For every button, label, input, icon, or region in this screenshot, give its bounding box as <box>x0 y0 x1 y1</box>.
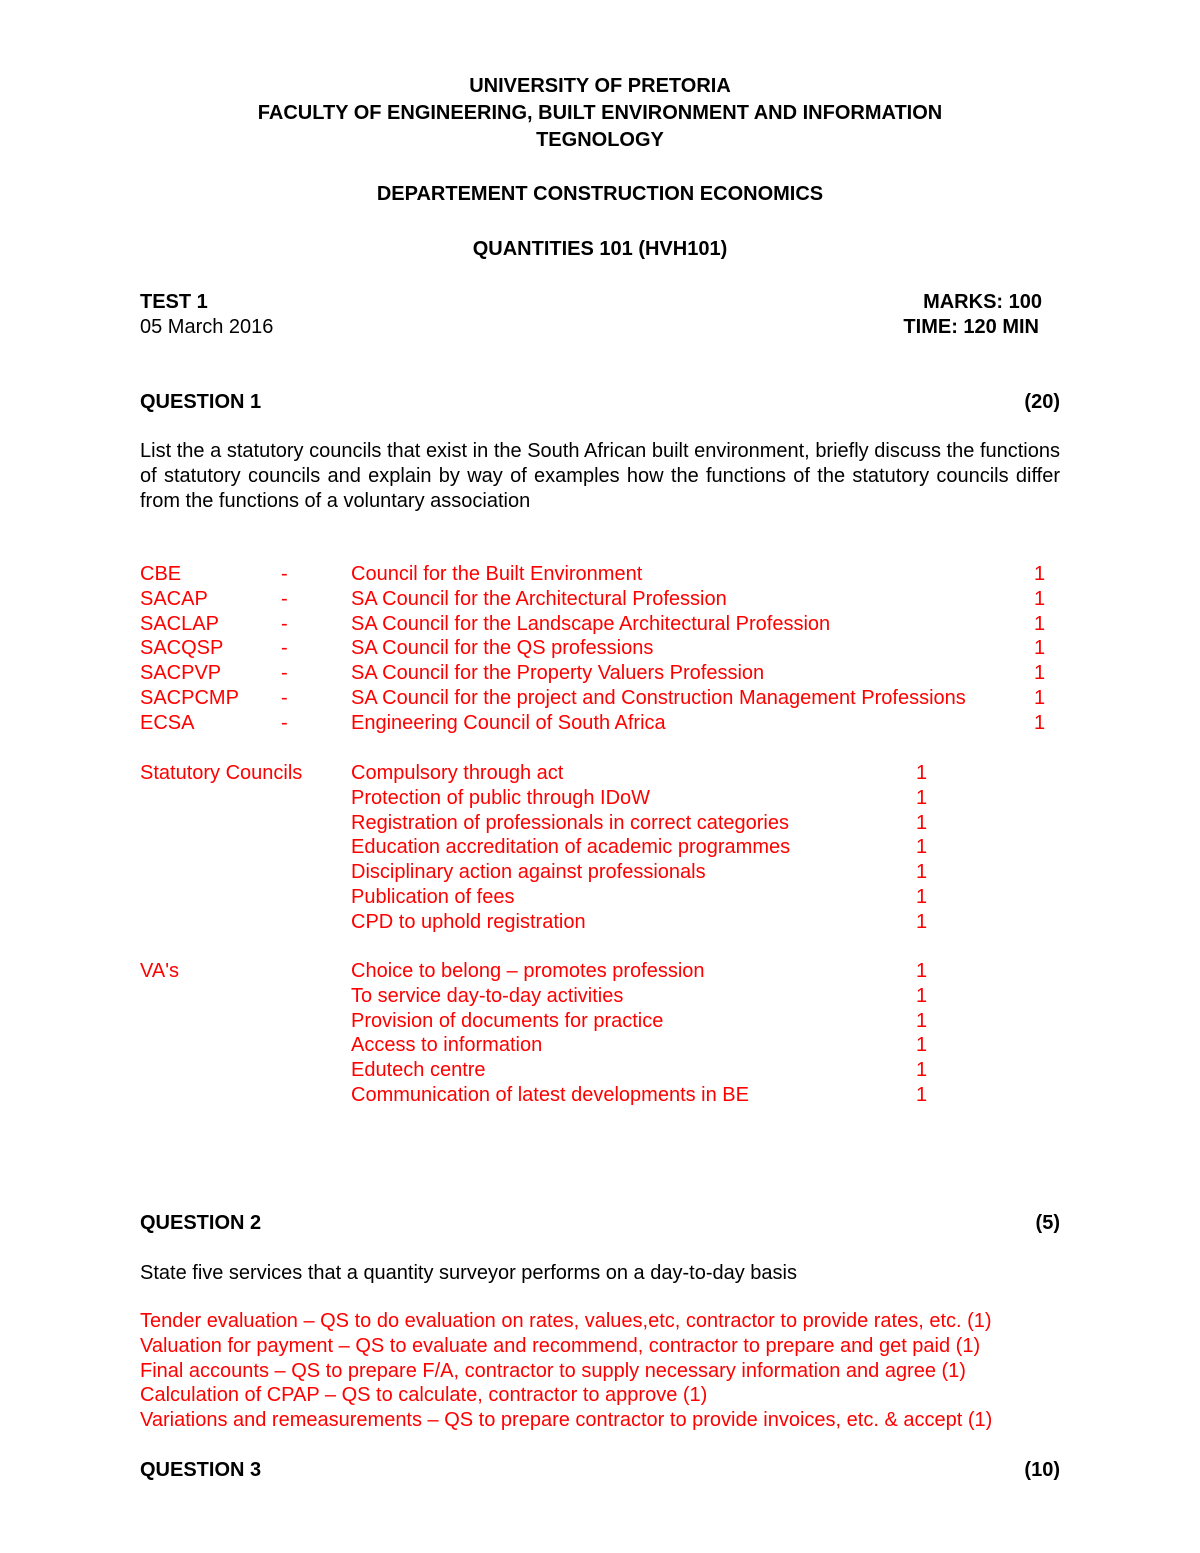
va-function-text: Provision of documents for practice <box>351 1009 664 1032</box>
statutory-function-text: Protection of public through IDoW <box>351 786 651 809</box>
statutory-function-mark: 1 <box>916 886 928 908</box>
statutory-function-text: CPD to uphold registration <box>351 910 586 933</box>
council-name: SA Council for the Property Valuers Profession <box>351 662 765 685</box>
statutory-function-mark: 1 <box>916 861 928 884</box>
statutory-function-mark: 1 <box>916 811 928 834</box>
question2-answer-text: Tender evaluation – QS to do evaluation on rates, values,etc, contractor to provide rates, etc. (1) <box>140 1310 992 1332</box>
question2-answer-text: Calculation of CPAP – QS to calculate, contractor to approve (1) <box>140 1384 708 1407</box>
question1-title: QUESTION 1 <box>140 391 262 413</box>
council-abbreviation: SACLAP <box>140 612 219 635</box>
statutory-function-row <box>0 835 1200 860</box>
council-dash: - <box>281 662 288 685</box>
va-function-mark: 1 <box>916 1034 928 1057</box>
council-row <box>0 711 1200 736</box>
question2-answer-text: Valuation for payment – QS to evaluate and recommend, contractor to prepare and get paid (1) <box>140 1334 981 1357</box>
council-dash: - <box>281 563 288 585</box>
va-function-text: To service day-to-day activities <box>351 984 624 1007</box>
va-function-text: Choice to belong – promotes profession <box>351 960 705 982</box>
council-abbreviation: SACAP <box>140 587 208 610</box>
va-function-row <box>0 1009 1200 1034</box>
va-function-mark: 1 <box>916 1084 928 1106</box>
council-mark: 1 <box>1034 687 1046 709</box>
council-name: SA Council for the Architectural Profession <box>351 587 727 610</box>
council-mark: 1 <box>1034 637 1046 660</box>
question2-answer <box>0 1309 1200 1334</box>
council-name: Engineering Council of South Africa <box>351 711 666 734</box>
statutory-function-row <box>0 885 1200 910</box>
statutory-function-row <box>0 786 1200 811</box>
statutory-function-row <box>0 761 1200 786</box>
statutory-function-text: Disciplinary action against professionals <box>351 861 706 884</box>
council-abbreviation: SACPVP <box>140 662 222 685</box>
question2-title: QUESTION 2 <box>140 1212 262 1234</box>
va-function-row <box>0 1083 1200 1108</box>
va-function-mark: 1 <box>916 960 928 982</box>
va-label: VA's <box>140 960 180 982</box>
test-marks: MARKS: 100 <box>923 291 1042 313</box>
question2-answer <box>0 1334 1200 1359</box>
council-dash: - <box>281 637 288 660</box>
statutory-function-mark: 1 <box>916 786 928 809</box>
question2-marks: (5) <box>1035 1212 1060 1234</box>
council-abbreviation: ECSA <box>140 711 195 734</box>
council-row <box>0 612 1200 637</box>
department-title: DEPARTEMENT CONSTRUCTION ECONOMICS <box>376 183 824 205</box>
statutory-function-row <box>0 860 1200 885</box>
council-dash: - <box>281 587 288 610</box>
faculty-title-line2: TEGNOLOGY <box>536 129 664 151</box>
council-row <box>0 661 1200 686</box>
question2-text: State five services that a quantity surveyor performs on a day-to-day basis <box>140 1262 797 1284</box>
va-function-row <box>0 1033 1200 1058</box>
council-name: Council for the Built Environment <box>351 563 643 585</box>
statutory-function-text: Compulsory through act <box>351 762 564 784</box>
va-function-mark: 1 <box>916 1009 928 1032</box>
va-function-row <box>0 959 1200 984</box>
statutory-function-text: Publication of fees <box>351 886 515 908</box>
question1-text: List the a statutory councils that exist in the South African built environment, briefly discuss the functions of statutory councils and explain by way of examples how the functions of the statutory councils differ from the functions of a voluntary association <box>140 440 1060 512</box>
council-row <box>0 587 1200 612</box>
council-name: SA Council for the Landscape Architectural Profession <box>351 612 831 635</box>
va-function-text: Communication of latest developments in BE <box>351 1084 749 1106</box>
va-function-row <box>0 1058 1200 1083</box>
council-row <box>0 686 1200 711</box>
va-function-text: Edutech centre <box>351 1059 486 1082</box>
council-dash: - <box>281 687 288 709</box>
question1-marks: (20) <box>1024 391 1060 413</box>
council-abbreviation: SACQSP <box>140 637 224 660</box>
question3-marks: (10) <box>1024 1459 1060 1481</box>
test-date: 05 March 2016 <box>140 316 274 338</box>
council-name: SA Council for the project and Construction Management Professions <box>351 687 966 709</box>
council-row <box>0 636 1200 661</box>
council-dash: - <box>281 612 288 635</box>
question3-title: QUESTION 3 <box>140 1459 262 1481</box>
test-number: TEST 1 <box>140 291 208 313</box>
va-function-text: Access to information <box>351 1034 543 1057</box>
council-mark: 1 <box>1034 711 1046 734</box>
statutory-function-row <box>0 910 1200 935</box>
test-time: TIME: 120 MIN <box>903 316 1039 338</box>
question2-answer-text: Final accounts – QS to prepare F/A, contractor to supply necessary information and agree (1) <box>140 1359 966 1382</box>
council-mark: 1 <box>1034 612 1046 635</box>
council-mark: 1 <box>1034 563 1046 585</box>
question2-answer-text: Variations and remeasurements – QS to prepare contractor to provide invoices, etc. & accept (1) <box>140 1409 993 1432</box>
statutory-function-row <box>0 811 1200 836</box>
question2-answer <box>0 1383 1200 1408</box>
statutory-function-mark: 1 <box>916 836 928 859</box>
question2-answer <box>0 1359 1200 1384</box>
statutory-function-mark: 1 <box>916 910 928 933</box>
statutory-councils-label: Statutory Councils <box>140 762 303 784</box>
statutory-function-text: Registration of professionals in correct categories <box>351 811 789 834</box>
course-title: QUANTITIES 101 (HVH101) <box>472 238 728 260</box>
council-name: SA Council for the QS professions <box>351 637 654 660</box>
council-mark: 1 <box>1034 587 1046 610</box>
council-abbreviation: SACPCMP <box>140 687 239 709</box>
question2-answer <box>0 1408 1200 1433</box>
va-function-mark: 1 <box>916 1059 928 1082</box>
statutory-function-mark: 1 <box>916 762 928 784</box>
university-title: UNIVERSITY OF PRETORIA <box>469 75 731 97</box>
council-row <box>0 562 1200 587</box>
statutory-function-text: Education accreditation of academic programmes <box>351 836 791 859</box>
va-function-mark: 1 <box>916 984 928 1007</box>
council-mark: 1 <box>1034 662 1046 685</box>
council-dash: - <box>281 711 288 734</box>
council-abbreviation: CBE <box>140 563 182 585</box>
va-function-row <box>0 984 1200 1009</box>
faculty-title-line1: FACULTY OF ENGINEERING, BUILT ENVIRONMENT AND INFORMATION <box>257 102 943 124</box>
